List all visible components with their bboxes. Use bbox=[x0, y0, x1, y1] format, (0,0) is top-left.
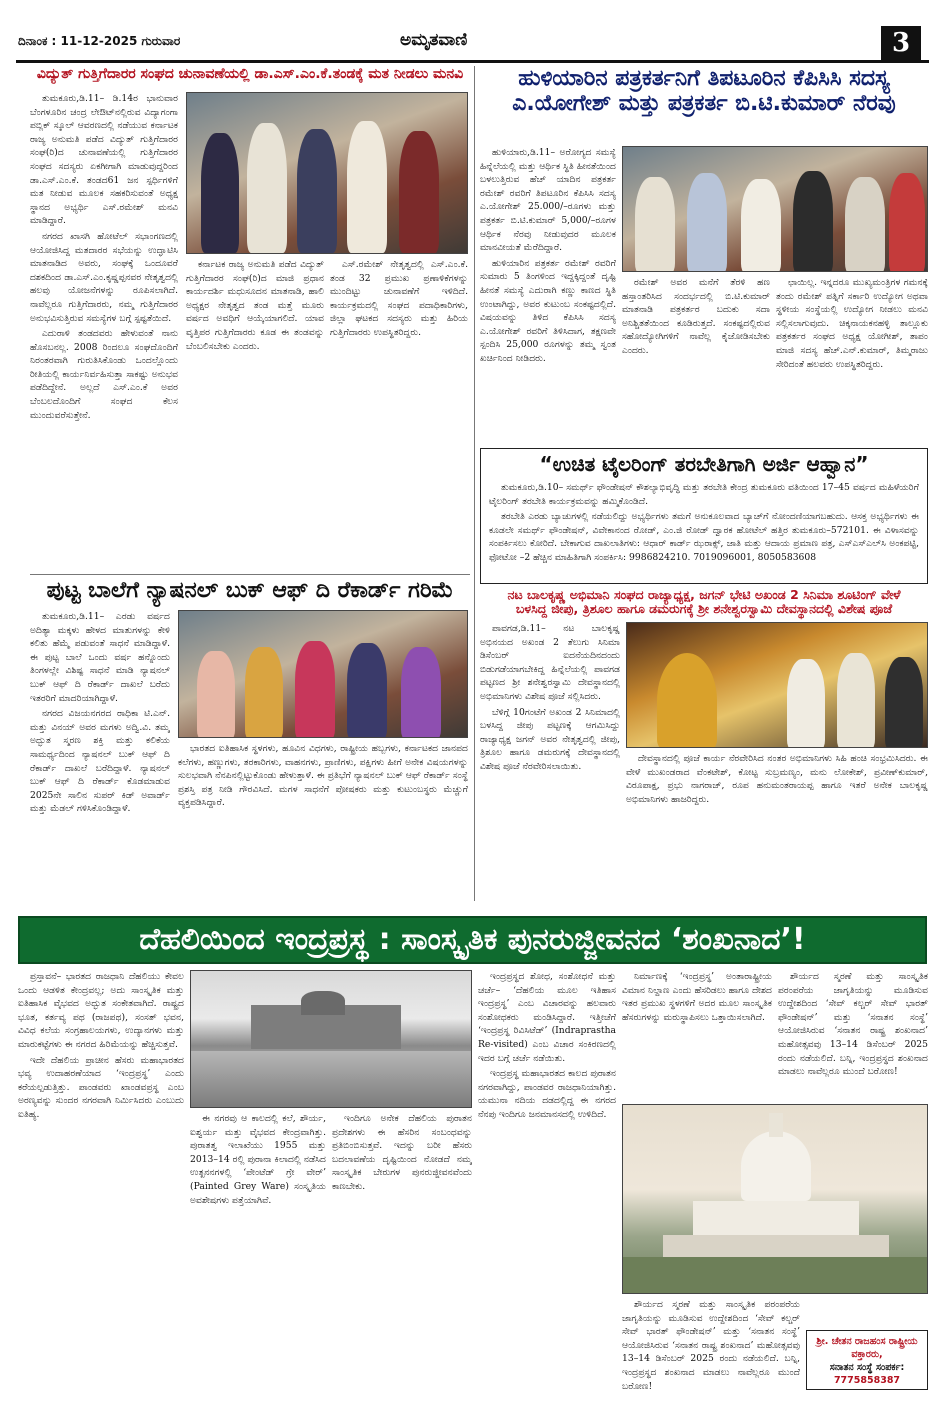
article-4-column-1: ತುಮಕೂರು,ಡಿ.11– ಎರಡು ವರ್ಷದ ಅದಿತ್ಯಾ ಮಕ್ಕಳು ಹೇಳದ ಮಾತುಗಳನ್ನು ಕೇಳಿ ಕಲಿತು ಹೆಮ್ಮೆ ಪಡುವಂತೆ ಸಾಧನೆ ಮಾಡಿದ್ದಾಳೆ. ಈ ಪುಟ್ಟ ಬಾಲೆ ಒಂದು ವರ್ಷ ಹನ್ನೊಂದು ತಿಂಗಳಲ್ಲೇ ವಿಶಿಷ್ಟ ಸಾಧನೆ ಮಾಡಿ ನ್ಯಾಷನಲ್ ಬುಕ್ ಆಫ್ ದಿ ರೆಕಾರ್ಡ್ ದಾಖಲೆ ಬರೆದು ಇತರರಿಗೆ ಮಾದರಿಯಾಗಿದ್ದಾಳೆ. ನಗರದ ವಿಜಯನಗರದ ರಾಧಿಕಾ ಟಿ.ಎನ್. ಮತ್ತು ವಿನಯ್ ಅವರ ಮಗಳು ಅದ್ವಿ.ವಿ. ತಮ್ಮ ಅದ್ಭುತ ಸ್ಮರಣ ಶಕ್ತಿ ಮತ್ತು ಕಲಿಕೆಯ ಸಾಮರ್ಥ್ಯದಿಂದ ನ್ಯಾಷನಲ್ ಬುಕ್ ಆಫ್ ದಿ ರೆಕಾರ್ಡ್ ದಾಖಲೆ ಬರೆದಿದ್ದಾಳೆ. ನ್ಯಾಷನಲ್ ಬುಕ್ ಆಫ್ ದಿ ರೆಕಾರ್ಡ್ ಕೊಡಮಾಡುವ 2025ನೇ ಸಾಲಿನ ಸುಪರ್ ಕಿಡ್ ಅವಾರ್ಡ್ ಮತ್ತು ಮೆಡಲ್ ಗಳಿಸಿಕೊಂಡಿದ್ದಾಳೆ. bbox=[30, 611, 170, 815]
article-6-column-4: ಇಂದ್ರಪ್ರಸ್ಥದ ಶೋಧ, ಸಂಶೋಧನೆ ಮತ್ತು ಚರ್ಚೆ– ‘ದೆಹಲಿಯ ಮೂಲ ಇತಿಹಾಸ ಇಂದ್ರಪ್ರಸ್ಥ’ ಎಂಬ ವಿಚಾರವನ್ನು ಹಲವಾರು ಸಂಶೋಧಕರು ಮಂಡಿಸಿದ್ದಾರೆ. ಇತ್ತೀಚೆಗೆ ‘ಇಂದ್ರಪ್ರಸ್ಥ ರಿವಿಸಿಟೆಡ್’ (Indraprastha Re-visited) ಎಂಬ ವಿಚಾರ ಸಂಕಿರಣದಲ್ಲಿ ಇದರ ಬಗ್ಗೆ ಚರ್ಚೆ ನಡೆಯಿತು. ಇಂದ್ರಪ್ರಸ್ಥ ಮಹಾಭಾರತದ ಕಾಲದ ಪುರಾತನ ನಗರವಾಗಿದ್ದು, ಪಾಂಡವರ ರಾಜಧಾನಿಯಾಗಿತ್ತು. ಯಮುನಾ ನದಿಯ ದಡದಲ್ಲಿದ್ದ ಈ ನಗರದ ನೆನಪು ಇಂದಿಗೂ ಜನಮಾನಸದಲ್ಲಿ ಉಳಿದಿದೆ. bbox=[478, 971, 616, 1120]
article-4-headline: ಪುಟ್ಟ ಬಾಲೆಗೆ ನ್ಯಾಷನಲ್ ಬುಕ್ ಆಫ್ ದಿ ರೆಕಾರ್ಡ್ ಗರಿಮೆ bbox=[46, 578, 454, 603]
article-2-column-3: ಛಾಯಿಲ್ಲ. ಇನ್ನದರೂ ಮುಖ್ಯಮಂತ್ರಿಗಳ ಗಮನಕ್ಕೆ ತಂದು ರಮೇಶ್ ಪತ್ನಿಗೆ ಸರ್ಕಾರಿ ಉದ್ಯೋಗ ಅಥವಾ ಸ್ಥಳೀಯ ಸಂಸ್ಥೆಯಲ್ಲಿ ಉದ್ಯೋಗ ನೀಡಲು ಮನವಿ ಸಲ್ಲಿಸಲಾಗುವುದು. ಚಿಕ್ಕನಾಯಕನಹಳ್ಳಿ ತಾಲ್ಲೂಕು ಪತ್ರಕರ್ತರ ಸಂಘದ ಅಧ್ಯಕ್ಷ ಯೋಗೀಶ್, ತಾಪಂ ಮಾಜಿ ಸದಸ್ಯ ಹೆಚ್.ಎನ್.ಕುಮಾರ್, ತಿಮ್ಮರಾಜು ಸೇರಿದಂತೆ ಹಲವರು ಉಪಸ್ಥಿತರಿದ್ದರು. bbox=[776, 277, 928, 370]
page-number: 3 bbox=[881, 26, 921, 60]
header-rule bbox=[16, 60, 929, 63]
article-2-photo bbox=[622, 146, 928, 272]
issue-date: ದಿನಾಂಕ : 11-12-2025 ಗುರುವಾರ bbox=[18, 34, 181, 48]
article-5-headline: ನಟ ಬಾಲಕೃಷ್ಣ ಅಭಿಮಾನಿ ಸಂಘದ ರಾಜ್ಯಾಧ್ಯಕ್ಷ, ಜಗನ್ ಭೇಟಿ ಅಖಂಡ 2 ಸಿನಿಮಾ ಶೂಟಿಂಗ್ ವೇಳೆ ಬಳಸಿದ್ದ ಜೀಪು, ತ್ರಿಶೂಲ ಹಾಗೂ ಡಮರುಗಕ್ಕೆ ಶ್ರೀ ಶನೇಶ್ವರಸ್ವಾಮಿ ದೇವಸ್ಥಾನದಲ್ಲಿ ವಿಶೇಷ ಪೂಜೆ bbox=[507, 587, 901, 617]
article-6-column-3: ಇಂದಿಗೂ ಅನೇಕ ದೆಹಲಿಯ ಪುರಾತನ ಪ್ರದೇಶಗಳು ಈ ಹೆಸರಿನ ಸಂಬಂಧವನ್ನು ಪ್ರತಿಬಿಂಬಿಸುತ್ತವೆ. ಇದನ್ನು ಬರೀ ಹೆಸರು ಬದಲಾವಣೆಯ ದೃಷ್ಟಿಯಿಂದ ನೋಡದೆ ನಮ್ಮ ಸಾಂಸ್ಕೃತಿಕ ಬೇರುಗಳ ಪುನರುಜ್ಜೀವನವೆಂದು ಕಾಣಬೇಕು. bbox=[332, 1113, 472, 1192]
article-3-body: ತುಮಕೂರು,ಡಿ.10– ಸಮರ್ಥ್ ಫೌಂಡೇಷನ್ ಕೌಶಲ್ಯಾಭಿವೃದ್ಧಿ ಮತ್ತು ತರಬೇತಿ ಕೇಂದ್ರ ತುಮಕೂರು ವತಿಯಿಂದ 17–45 ವರ್ಷದ ಮಹಿಳೆಯರಿಗೆ ಟೈಲರಿಂಗ್ ತರಬೇತಿ ಕಾರ್ಯಕ್ರಮವನ್ನು ಹಮ್ಮಿಕೊಂಡಿದೆ. ತರಬೇತಿ ಎರಡು ಬ್ಯಾಚುಗಳಲ್ಲಿ ನಡೆಯಲಿದ್ದು ಅಭ್ಯರ್ಥಿಗಳು ತಮಗೆ ಅನುಕೂಲವಾದ ಬ್ಯಾಚ್‌ಗೆ ನೋಂದಣಿಯಾಗಬಹುದು. ಆಸಕ್ತ ಅಭ್ಯರ್ಥಿಗಳು ಈ ಕೂಡಲೇ ಸಮರ್ಥ್ ಫೌಂಡೇಷನ್, ವಿವೇಕಾನಂದ ರೋಡ್, ಎಂ.ಜಿ ರೋಡ್ ದ್ವಾರಕ ಹೋಟೆಲ್ ಹತ್ತಿರ ತುಮಕೂರು–572101. ಈ ವಿಳಾಸವನ್ನು ಸಂಪರ್ಕಿಸಲು ಕೋರಿದೆ. ಬೇಕಾಗುವ ದಾಖಲಾತಿಗಳು: ಆಧಾರ್ ಕಾರ್ಡ್ ಝರಾಕ್ಸ್, ಜಾತಿ ಮತ್ತು ಆದಾಯ ಪ್ರಮಾಣ ಪತ್ರ, ಎಸ್‌ಎಸ್‌ಎಲ್‌ಸಿ ಅಂಕಪಟ್ಟಿ, ಫೋಟೋ –2 ಹೆಚ್ಚಿನ ಮಾಹಿತಿಗಾಗಿ ಸಂಪರ್ಕಿಸಿ: 9986824210. 7019096001, 8050583608 bbox=[489, 482, 919, 563]
article-3-box bbox=[480, 448, 928, 584]
author-name: ಶ್ರೀ. ಚೇತನ ರಾಜಹಂಸ ರಾಷ್ಟ್ರೀಯ ವಕ್ತಾರರು, bbox=[816, 1336, 918, 1360]
article-2-column-2: ರಮೇಶ್ ಅವರ ಮನೆಗೆ ತೆರಳಿ ಹಣ ಹಸ್ತಾಂತರಿಸಿದ ಸಂದರ್ಭದಲ್ಲಿ ಬಿ.ಟಿ.ಕುಮಾರ್ ಮಾತನಾಡಿ ಪತ್ರಕರ್ತರ ಬದುಕು ಸದಾ ಅನಿಶ್ಚಿತತೆಯಿಂದ ಕೂಡಿರುತ್ತದೆ. ಸಂಕಷ್ಟದಲ್ಲಿರುವ ಸಹೋದ್ಯೋಗಿಗಳಿಗೆ ನಾವೆಲ್ಲ ಕೈಜೋಡಿಸಬೇಕು ಎಂದರು. bbox=[622, 277, 770, 356]
article-1-column-3: ಎಸ್.ರಮೇಶ್ ನೇತೃತ್ವದಲ್ಲಿ ಎಸ್.ಎಂ.ಕೆ. ತಂಡ 32 ಪ್ರಮುಖ ಪ್ರಣಾಳಿಕೆಗಳನ್ನು ಮುಂದಿಟ್ಟು ಚುನಾವಣೆಗೆ ಇಳಿದಿದೆ. ಕಾರ್ಯಕ್ರಮದಲ್ಲಿ ಸಂಘದ ಪದಾಧಿಕಾರಿಗಳು, ಜಿಲ್ಲಾ ಘಟಕದ ಸದಸ್ಯರು ಮತ್ತು ಹಿರಿಯ ಗುತ್ತಿಗೆದಾರರು ಉಪಸ್ಥಿತರಿದ್ದರು. bbox=[330, 259, 468, 338]
article-6-fort-photo bbox=[190, 970, 472, 1108]
article-4-photo bbox=[178, 610, 468, 738]
article-6-stupa-photo bbox=[622, 1104, 928, 1294]
author-org: ಸನಾತನ ಸಂಸ್ಥೆ ಸಂಪರ್ಕ: bbox=[829, 1362, 905, 1373]
article-2-column-1: ಹುಳಿಯಾರು,ಡಿ.11– ಅರೋಗ್ಯದ ಸಮಸ್ಯೆ ಹಿನ್ನೆಲೆಯಲ್ಲಿ ಮತ್ತು ಆರ್ಥಿಕ ಸ್ಥಿತಿ ಹೀನತೆಯಿಂದ ಬಳಲುತ್ತಿರುವ ಹೆಚ್ ಯಾದಿನ ಪತ್ರಕರ್ತ ರಮೇಶ್ ರವರಿಗೆ ತಿಪಟೂರಿನ ಕೆಪಿಸಿಸಿ ಸದಸ್ಯ ಎ.ಯೋಗೇಶ್ 25.000/–ರೂಗಳು ಮತ್ತು ಪತ್ರಕರ್ತ ಬಿ.ಟಿ.ಕುಮಾರ್ 5,000/–ರೂಗಳ ಆರ್ಥಿಕ ನೆರವು ನೀಡುವುದರ ಮೂಲಕ ಮಾನವೀಯತೆ ಮೆರೆದಿದ್ದಾರೆ. ಹುಳಿಯಾರಿನ ಪತ್ರಕರ್ತ ರಮೇಶ್ ರವರಿಗೆ ಸುಮಾರು 5 ತಿಂಗಳಿಂದ ಇದ್ದಕ್ಕಿದ್ದಂತೆ ದೃಷ್ಟಿ ಹೀನತೆ ಸಮಸ್ಯೆ ಎದುರಾಗಿ ಕಣ್ಣು ಕಾಣದ ಸ್ಥಿತಿ ಉಂಟಾಗಿದ್ದು, ಅವರ ಕುಟುಂಬ ಸಂಕಷ್ಟದಲ್ಲಿದೆ. ವಿಷಯವನ್ನು ತಿಳಿದ ಕೆಪಿಸಿಸಿ ಸದಸ್ಯ ಎ.ಯೋಗೇಶ್ ರವರಿಗೆ ತಿಳಿಸಿದಾಗ, ತಕ್ಷಣವೇ ಸ್ಪಂದಿಸಿ 25,000 ರೂಗಳನ್ನು ತಮ್ಮ ಸ್ವಂತ ಖರ್ಚಿನಿಂದ ನೀಡಿದರು. bbox=[480, 147, 616, 364]
newspaper-title: ಅಮೃತವಾಣಿ bbox=[400, 30, 468, 50]
feature-banner: ದೆಹಲಿಯಿಂದ ಇಂದ್ರಪ್ರಸ್ಥ : ಸಾಂಸ್ಕೃತಿಕ ಪುನರುಜ್ಜೀವನದ ‘ಶಂಖನಾದ’! bbox=[18, 916, 927, 964]
article-6-column-2: ಈ ನಗರವು ಆ ಕಾಲದಲ್ಲಿ ಕಲೆ, ಶೌರ್ಯ, ಐಶ್ವರ್ಯ ಮತ್ತು ವೈಭವದ ಕೇಂದ್ರವಾಗಿತ್ತು. ಪುರಾತತ್ವ ಇಲಾಖೆಯು 1955 ಮತ್ತು 2013–14 ರಲ್ಲಿ ಪುರಾನಾ ಕಿಲಾದಲ್ಲಿ ನಡೆಸಿದ ಉತ್ಖನನಗಳಲ್ಲಿ ‘ಪೇಂಟೆಡ್ ಗ್ರೇ ವೇರ್’ (Painted Grey Ware) ಸಂಸ್ಕೃತಿಯ ಅವಶೇಷಗಳು ಪತ್ತೆಯಾಗಿವೆ. bbox=[190, 1113, 326, 1206]
article-6-column-6: ಶೌರ್ಯದ ಸ್ಮರಣೆ ಮತ್ತು ಸಾಂಸ್ಕೃತಿಕ ಪರಂಪರೆಯ ಜಾಗೃತಿಯನ್ನು ಮೂಡಿಸುವ ಉದ್ದೇಶದಿಂದ ‘ಸೇವ್ ಕಲ್ಚರ್ ಸೇವ್ ಭಾರತ್ ಫೌಂಡೇಷನ್’ ಮತ್ತು ‘ಸನಾತನ ಸಂಸ್ಥೆ’ ಆಯೋಜಿಸಿರುವ ‘ಸನಾತನ ರಾಷ್ಟ್ರ ಶಂಖನಾದ’ ಮಹೋತ್ಸವವು 13–14 ಡಿಸೆಂಬರ್ 2025 ರಂದು ನಡೆಯಲಿದೆ. ಬನ್ನಿ, ಇಂದ್ರಪ್ರಸ್ಥದ ಶಂಖನಾದ ಮಾಡಲು ನಾವೆಲ್ಲರೂ ಮುಂದೆ ಬರೋಣ! bbox=[778, 971, 928, 1078]
article-5-column-1: ಪಾವಗಡ,ಡಿ.11– ನಟ ಬಾಲಕೃಷ್ಣ ಅಭಿನಯದ ಅಖಂಡ 2 ತೆಲುಗು ಸಿನಿಮಾ ಡಿಸೆಂಬರ್ ಐದನೆಯದಿನದಂದು ಬಿಡುಗಡೆಯಾಗಬೇಕಿದ್ದ ಹಿನ್ನೆಲೆಯಲ್ಲಿ ಪಾವಗಡ ಪಟ್ಟಣದ ಶ್ರೀ ಶನೇಶ್ವರಸ್ವಾಮಿ ದೇವಸ್ಥಾನದಲ್ಲಿ ಅಭಿಮಾನಿಗಳು ವಿಶೇಷ ಪೂಜೆ ಸಲ್ಲಿಸಿದರು. ಬೆಳಿಗ್ಗೆ 10ಗಂಟೆಗೆ ಅಖಂಡ 2 ಸಿನಿಮಾದಲ್ಲಿ ಬಳಸಿದ್ದ ಜೀಪು ಪಟ್ಟಣಕ್ಕೆ ಆಗಮಿಸಿದ್ದು ರಾಜ್ಯಾಧ್ಯಕ್ಷ ಜಗನ್ ಅವರ ನೇತೃತ್ವದಲ್ಲಿ ಜೀಪು, ತ್ರಿಶೂಲ ಹಾಗೂ ಡಮರುಗಕ್ಕೆ ದೇವಸ್ಥಾನದಲ್ಲಿ ವಿಶೇಷ ಪೂಜೆ ನೆರವೇರಿಸಲಾಯಿತು. bbox=[480, 623, 620, 772]
article-2-headline: ಹುಳಿಯಾರಿನ ಪತ್ರಕರ್ತನಿಗೆ ತಿಪಟೂರಿನ ಕೆಪಿಸಿಸಿ ಸದಸ್ಯ ಎ.ಯೋಗೇಶ್ ಮತ್ತು ಪತ್ರಕರ್ತ ಬಿ.ಟಿ.ಕುಮಾರ್ ನೆರವು bbox=[512, 66, 896, 117]
article-1-photo bbox=[186, 92, 468, 254]
article-6-column-1: ಪ್ರಸ್ತಾವನೆ– ಭಾರತದ ರಾಜಧಾನಿ ದೆಹಲಿಯು ಕೇವಲ ಒಂದು ಆಡಳಿತ ಕೇಂದ್ರವಲ್ಲ; ಅದು ಸಾಂಸ್ಕೃತಿಕ ಮತ್ತು ಐತಿಹಾಸಿಕ ವೈಭವದ ಅದ್ಭುತ ಸಂಕೇತವಾಗಿದೆ. ರಾಷ್ಟ್ರದ ಭೂತ, ಕರ್ತವ್ಯ ಪಥ (ರಾಜಪಥ), ಸಂಸತ್ ಭವನ, ವಿವಿಧ ಕಲೆಯ ಸಂಗ್ರಹಾಲಯಗಳು, ಉದ್ಯಾನಗಳು ಮತ್ತು ಮಾರುಕಟ್ಟೆಗಳು ಈ ನಗರದ ಹಿರಿಮೆಯನ್ನು ಹೆಚ್ಚಿಸುತ್ತವೆ. ಇದೇ ದೆಹಲಿಯ ಪ್ರಾಚೀನ ಹೆಸರು ಮಹಾಭಾರತದ ಭವ್ಯ ಉದಾಹರಣೆಯಾದ ‘ಇಂದ್ರಪ್ರಸ್ಥ’ ಎಂದು ಕರೆಯಲ್ಪಡುತ್ತಿತ್ತು. ಪಾಂಡವರು ಖಾಂಡವಪ್ರಸ್ಥ ಎಂಬ ಅರಣ್ಯವನ್ನು ಸುಂದರ ನಗರವಾಗಿ ನಿರ್ಮಿಸಿದರು ಎಂಬುದು ಐತಿಹ್ಯ. bbox=[18, 971, 184, 1120]
article-5-column-2: ದೇವಸ್ಥಾನದಲ್ಲಿ ಪೂಜೆ ಕಾರ್ಯ ನೆರವೇರಿಸಿದ ನಂತರ ಅಭಿಮಾನಿಗಳು ಸಿಹಿ ಹಂಚಿ ಸಂಭ್ರಮಿಸಿದರು. ಈ ವೇಳೆ ಮುಖಂಡರಾದ ವೆಂಕಟೇಶ್, ಕೋಟ್ಟ ಸುಬ್ರಮಣ್ಯಂ, ಮನು ಲೋಕೇಶ್, ಪ್ರವೀಣ್‌ಕುಮಾರ್, ವಿರೂಪಾಕ್ಷ, ಪ್ರಭು ನಾಗರಾಜ್, ರೂಪ ಹನುಮಂತರಾಯಪ್ಪ ಹಾಗೂ ಇತರೆ ಅನೇಕ ಬಾಲಕೃಷ್ಣ ಅಭಿಮಾನಿಗಳು ಹಾಜರಿದ್ದರು. bbox=[626, 753, 928, 805]
author-phone: 7775858387 bbox=[833, 1375, 901, 1386]
column-divider bbox=[474, 66, 475, 901]
article-1-column-2: ಕರ್ನಾಟಕ ರಾಜ್ಯ ಅನುಮತಿ ಪಡೆದ ವಿದ್ಯುತ್ ಗುತ್ತಿಗೆದಾರರ ಸಂಘ(ರಿ)ದ ಮಾಜಿ ಪ್ರಧಾನ ಕಾರ್ಯದರ್ಶಿ ಮಧುಸೂದನ ಮಾತನಾಡಿ, ಹಾಲಿ ಅಧ್ಯಕ್ಷರ ನೇತೃತ್ವದ ತಂಡ ಮತ್ತೆ ಮೂರು ವರ್ಷದ ಅವಧಿಗೆ ಆಯ್ಕೆಯಾಗಲಿದೆ. ಯಾವ ವೃತ್ತಿಪರ ಗುತ್ತಿಗೆದಾರರು ಕೂಡ ಈ ತಂಡವನ್ನು ಬೆಂಬಲಿಸಬೇಕು ಎಂದರು. bbox=[186, 259, 324, 352]
article-1-column-1: ತುಮಕೂರು,ಡಿ.11– ಡಿ.14ರ ಭಾನುವಾರ ಬೆಂಗಳೂರಿನ ಚಂದ್ರ ಲೇಔಟ್‌ನಲ್ಲಿರುವ ವಿದ್ಯಾಗಂಗಾ ಪಬ್ಲಿಕ್ ಸ್ಕೂಲ್ ಆವರಣದಲ್ಲಿ ನಡೆಯುವ ಕರ್ನಾಟಕ ರಾಜ್ಯ ಅನುಮತಿ ಪಡೆದ ವಿದ್ಯುತ್ ಗುತ್ತಿಗೆದಾರರ ಸಂಘ(ರಿ)ದ ಚುನಾವಣೆಯಲ್ಲಿ ಗುತ್ತಿಗೆದಾರರ ಸಂಘದ ಸದಸ್ಯರು ಏಕಗೀಗಾಗಿ ಮಾಡುವುದ್ದರಿಂದ ಡಾ.ಎಸ್.ಎಂ.ಕೆ. ತಂಡದ61 ಜನ ಸ್ಪರ್ಧಿಗಳಿಗೆ ಮತ ನೀಡುವ ಮೂಲಕ ಸಹಕರಿಸುವಂತೆ ಅಧ್ಯಕ್ಷ ಸ್ಥಾನದ ಅಭ್ಯರ್ಥಿ ಎಸ್.ರಮೇಶ್ ಮನವಿ ಮಾಡಿದ್ದಾರೆ. ನಗರದ ಖಾಸಗಿ ಹೋಟೆಲ್ ಸಭಾಂಗಣದಲ್ಲಿ ಆಯೋಜಿಸಿದ್ದ ಮತದಾರರ ಸಭೆಯನ್ನು ಉದ್ಘಾಟಿಸಿ ಮಾತನಾಡಿದ ಅವರು, ಸಂಘಕ್ಕೆ ಒಂದೂವರೆ ದಶಕದಿಂದ ಡಾ.ಎಸ್.ಎಂ.ಕೃಷ್ಣಪ್ಪನವರ ನೇತೃತ್ವದಲ್ಲಿ ಹಲವು ಯೋಜನೆಗಳನ್ನು ರೂಪಿಸಲಾಗಿದೆ. ನಾವೆಲ್ಲರೂ ಗುತ್ತಿಗೆದಾರರು, ನಮ್ಮ ಗುತ್ತಿಗೆದಾರರ ಅನುಭವಿಸುತ್ತಿರುವ ಸಮಸ್ಯೆಗಳ ಬಗ್ಗೆ ಸ್ಪಷ್ಟತೆಯಿದೆ. ಎದುರಾಳಿ ತಂಡದವರು ಹೇಳುವಂತೆ ನಾನು ಹೊಸಬನಲ್ಲ. 2008 ರಿಂದಲೂ ಸಂಘದೊಂದಿಗೆ ನಿರಂತರವಾಗಿ ಗುರುತಿಸಿಕೊಂಡು ಒಂದಲ್ಲೊಂದು ರೀತಿಯಲ್ಲಿ ಕಾರ್ಯನಿರ್ವಹಿಸುತ್ತಾ ಸಾಕಷ್ಟು ಅನುಭವ ಪಡೆದಿದ್ದೇನೆ. ಅಲ್ಲದೆ ಎಸ್.ಎಂ.ಕೆ ಅವರ ಬೆಂಬಲದೊಂದಿಗೆ ಸಂಘದ ಕೆಲಸ ಮುಂದುವರೆಸುತ್ತೇನೆ. bbox=[30, 93, 178, 421]
author-credit bbox=[806, 1330, 928, 1390]
article-1-headline: ವಿದ್ಯುತ್ ಗುತ್ತಿಗೆದಾರರ ಸಂಘದ ಚುನಾವಣೆಯಲ್ಲಿ ಡಾ.ಎಸ್.ಎಂ.ಕೆ.ತಂಡಕ್ಕೆ ಮತ ನೀಡಲು ಮನವಿ bbox=[36, 66, 464, 82]
article-3-headline: “ಉಚಿತ ಟೈಲರಿಂಗ್ ತರಬೇತಿಗಾಗಿ ಅರ್ಜಿ ಆಹ್ವಾನ” bbox=[539, 452, 869, 476]
article-6-column-5: ನಿರ್ಮಾಣಕ್ಕೆ ‘ಇಂದ್ರಪ್ರಸ್ಥ’ ಅಂತಾರಾಷ್ಟ್ರೀಯ ವಿಮಾನ ನಿಲ್ದಾಣ ಎಂದು ಹೆಸರಿಡಲು ಹಾಗೂ ದೇಶದ ಇತರ ಪ್ರಮುಖ ಸ್ಥಳಗಳಿಗೆ ಅದರ ಮೂಲ ಸಾಂಸ್ಕೃತಿಕ ಹೆಸರುಗಳನ್ನು ಮರುಸ್ಥಾಪಿಸಲು ಒತ್ತಾಯಿಸಲಾಗಿದೆ. bbox=[622, 971, 772, 1023]
article-5-photo bbox=[626, 622, 928, 748]
article-6-column-7: ಶೌರ್ಯದ ಸ್ಮರಣೆ ಮತ್ತು ಸಾಂಸ್ಕೃತಿಕ ಪರಂಪರೆಯ ಜಾಗೃತಿಯನ್ನು ಮೂಡಿಸುವ ಉದ್ದೇಶದಿಂದ ‘ಸೇವ್ ಕಲ್ಚರ್ ಸೇವ್ ಭಾರತ್ ಫೌಂಡೇಷನ್’ ಮತ್ತು ‘ಸನಾತನ ಸಂಸ್ಥೆ’ ಆಯೋಜಿಸಿರುವ ‘ಸನಾತನ ರಾಷ್ಟ್ರ ಶಂಖನಾದ’ ಮಹೋತ್ಸವವು 13–14 ಡಿಸೆಂಬರ್ 2025 ರಂದು ನಡೆಯಲಿದೆ. ಬನ್ನಿ, ಇಂದ್ರಪ್ರಸ್ಥದ ಶಂಖನಾದ ಮಾಡಲು ನಾವೆಲ್ಲರೂ ಮುಂದೆ ಬರೋಣ! bbox=[622, 1299, 800, 1392]
section-rule bbox=[30, 574, 470, 575]
article-4-column-2: ಭಾರತದ ಐತಿಹಾಸಿಕ ಸ್ಥಳಗಳು, ಹೂವಿನ ವಿಧಗಳು, ರಾಷ್ಟ್ರೀಯ ಹಬ್ಬಗಳು, ಕರ್ನಾಟಕದ ಜಾನಪದ ಕಲೆಗಳು, ಹಣ್ಣುಗಳು, ತರಕಾರಿಗಳು, ವಾಹನಗಳು, ಪ್ರಾಣಿಗಳು, ಪಕ್ಷಿಗಳು ಹೀಗೆ ಅನೇಕ ವಿಷಯಗಳನ್ನು ಸುಲಭವಾಗಿ ನೆನಪಿನಲ್ಲಿಟ್ಟುಕೊಂಡು ಹೇಳುತ್ತಾಳೆ. ಈ ಪ್ರತಿಭೆಗೆ ನ್ಯಾಷನಲ್ ಬುಕ್ ಆಫ್ ರೆಕಾರ್ಡ್ ಸಂಸ್ಥೆ ಪ್ರಶಸ್ತಿ ಪತ್ರ ನೀಡಿ ಗೌರವಿಸಿದೆ. ಮಗಳ ಸಾಧನೆಗೆ ಪೋಷಕರು ಮತ್ತು ಕುಟುಂಬಸ್ಥರು ಮೆಚ್ಚುಗೆ ವ್ಯಕ್ತಪಡಿಸಿದ್ದಾರೆ. bbox=[178, 743, 468, 809]
